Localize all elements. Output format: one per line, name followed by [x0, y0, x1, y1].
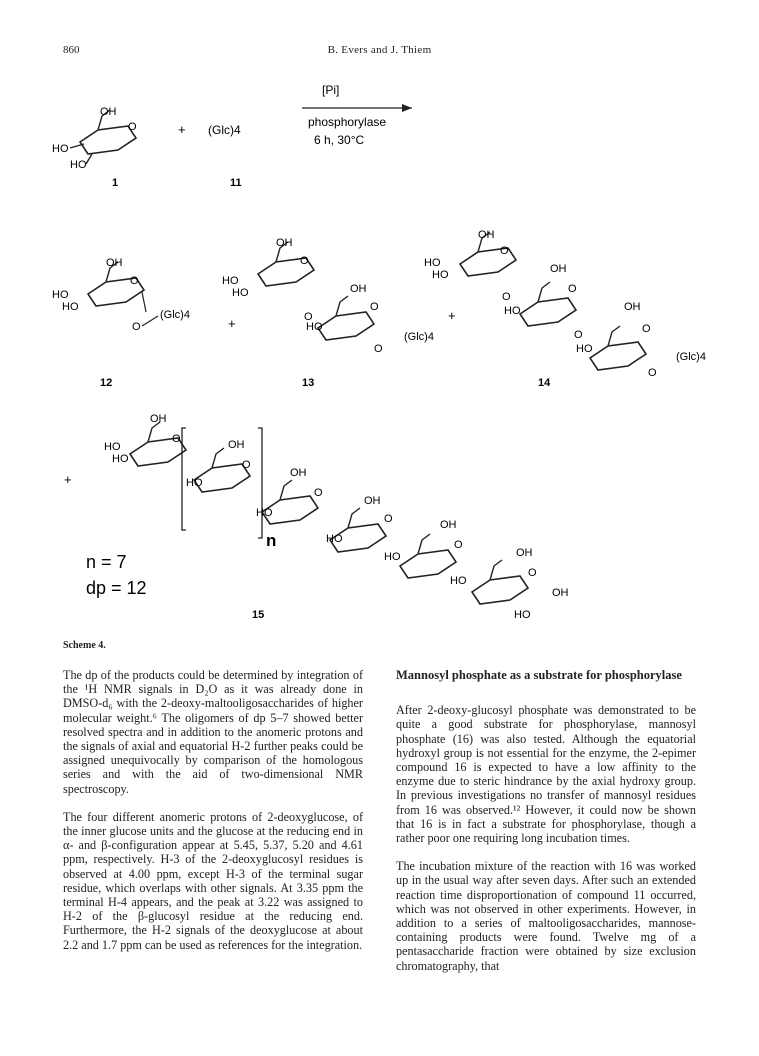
svg-text:OH: OH [150, 413, 167, 425]
compound-label-14: 14 [538, 377, 551, 389]
svg-text:OH: OH [364, 495, 381, 507]
oh-label: OH [100, 106, 117, 118]
running-head: B. Evers and J. Thiem [327, 44, 432, 56]
compound-label-11: 11 [230, 177, 242, 189]
plus-sign: + [178, 122, 186, 137]
glc4-reactant: (Glc)4 [208, 123, 241, 137]
svg-text:HO: HO [52, 289, 69, 301]
svg-text:HO: HO [384, 551, 401, 563]
svg-text:OH: OH [624, 301, 641, 313]
svg-text:O: O [130, 275, 139, 287]
paragraph: The four different anomeric protons of 2-deoxyglucose, of the inner glucose units and the glucose at the reducing end in α- and β-configuration appear at 5.45, 5.37, 5.20 and 4.61 ppm, respectively. H-3 of the 2-deoxyglucosyl residues is observed at 4.00 ppm, except H-3 of the terminal sugar residue, which overlaps with other signals. At 3.35 ppm the terminal H-4 appears, and the peak at 3.22 was assigned to H-2 of the β-glucosyl residue at the reducing end. Furthermore, the H-2 signals of the deoxyglucose at about 2.2 and 1.7 ppm can be used as references for the integration. [63, 809, 363, 952]
svg-text:HO: HO [576, 343, 593, 355]
svg-text:OH: OH [106, 257, 123, 269]
svg-text:O: O [374, 343, 383, 355]
svg-text:(Glc)4: (Glc)4 [404, 331, 434, 343]
svg-text:O: O [384, 513, 393, 525]
compound-14-structure [424, 229, 706, 379]
svg-text:OH: OH [350, 283, 367, 295]
plus-sign: + [64, 472, 72, 487]
svg-text:HO: HO [186, 477, 203, 489]
svg-text:(Glc)4: (Glc)4 [676, 351, 706, 363]
compound-label-1: 1 [112, 177, 119, 189]
svg-text:O: O [648, 367, 657, 379]
scheme-caption: Scheme 4. [63, 640, 106, 651]
reagent-phosphate: [Pi] [322, 83, 340, 97]
page-header [0, 44, 759, 60]
svg-text:O: O [568, 283, 577, 295]
compound-13-structure [222, 237, 434, 355]
svg-text:O: O [454, 539, 463, 551]
svg-text:HO: HO [306, 321, 323, 333]
svg-text:HO: HO [424, 257, 441, 269]
n-average-value: n = 7 [86, 552, 127, 572]
svg-text:(Glc)4: (Glc)4 [160, 309, 190, 321]
svg-text:OH: OH [228, 439, 245, 451]
svg-text:O: O [172, 433, 181, 445]
svg-text:OH: OH [478, 229, 495, 241]
page-number: 860 [63, 44, 80, 56]
svg-text:O: O [502, 291, 511, 303]
svg-text:OH: OH [290, 467, 307, 479]
svg-text:HO: HO [112, 453, 129, 465]
compound-label-12: 12 [100, 377, 113, 389]
svg-text:HO: HO [104, 441, 121, 453]
compound-12-structure [52, 257, 190, 333]
paragraph: After 2-deoxy-glucosyl phosphate was demonstrated to be quite a good substrate for phosphorylase, mannosyl phosphate (16) was also tested. Although the equatorial hydroxyl group is not essential for the enzyme, the 2-epimer compound 16 is expected to have a low affinity to the enzyme due to steric hindrance by the axial hydroxy group. In previous investigations no transfer of mannosyl residues from 16 was observed.¹² However, it could now be shown that 16 is in fact a substrate for phosphorylase, though a rather poor one requiring long incubation times. [396, 703, 696, 846]
paragraph: The dp of the products could be determined by integration of the ¹H NMR signals in D₂O as it was already done in DMSO-d₆ with the 2-deoxy-maltooligosaccharides of higher molecular weight.⁶ The oligomers of dp 5–7 showed better resolved spectra and in addition to the anomeric protons and the signals of axial and equatorial H-2 further peaks could be assigned unequivocally by comparison of the homologous series and with the aid of two-dimensional NMR spectroscopy. [63, 668, 363, 796]
dp-average-value: dp = 12 [86, 578, 147, 598]
svg-text:O: O [314, 487, 323, 499]
svg-text:O: O [242, 459, 251, 471]
svg-text:O: O [132, 321, 141, 333]
svg-text:OH: OH [276, 237, 293, 249]
svg-text:OH: OH [516, 547, 533, 559]
svg-text:OH: OH [550, 263, 567, 275]
compound-15-structure [104, 413, 569, 621]
svg-text:O: O [574, 329, 583, 341]
paragraph: The incubation mixture of the reaction with 16 was worked up in the usual way after seven days. After such an extended reaction time disproportionation of compound 11 occurred, which was not observed in other experiments. However, in addition to a series of maltooligosaccharides, mannose-containing products were found. Twelve mg of a pentasaccharide fraction were obtained by size exclusion chromatography, that [396, 859, 696, 973]
plus-sign: + [228, 316, 236, 331]
compound-label-15: 15 [252, 609, 265, 621]
svg-text:HO: HO [450, 575, 467, 587]
svg-text:HO: HO [514, 609, 531, 621]
repeat-n: n [266, 531, 277, 550]
reagent-enzyme: phosphorylase [308, 115, 387, 129]
compound-label-13: 13 [302, 377, 315, 389]
svg-text:HO: HO [62, 301, 79, 313]
svg-text:O: O [300, 255, 309, 267]
svg-text:O: O [528, 567, 537, 579]
reaction-conditions: 6 h, 30°C [314, 133, 365, 147]
svg-text:OH: OH [440, 519, 457, 531]
svg-text:O: O [370, 301, 379, 313]
svg-text:HO: HO [222, 275, 239, 287]
svg-text:O: O [304, 311, 313, 323]
ho-label: HO [52, 143, 69, 155]
right-column [396, 668, 696, 987]
reaction-scheme [0, 70, 759, 635]
svg-text:HO: HO [504, 305, 521, 317]
svg-text:HO: HO [256, 507, 273, 519]
plus-sign: + [448, 308, 456, 323]
compound-1-structure [52, 106, 137, 171]
svg-text:HO: HO [326, 533, 343, 545]
svg-text:HO: HO [432, 269, 449, 281]
svg-text:HO: HO [232, 287, 249, 299]
ho-label: HO [70, 159, 87, 171]
svg-text:O: O [642, 323, 651, 335]
ring-o-label: O [128, 121, 137, 133]
section-heading: Mannosyl phosphate as a substrate for phosphorylase [396, 668, 682, 682]
svg-text:OH: OH [552, 587, 569, 599]
svg-text:O: O [500, 245, 509, 257]
left-column [63, 668, 363, 966]
